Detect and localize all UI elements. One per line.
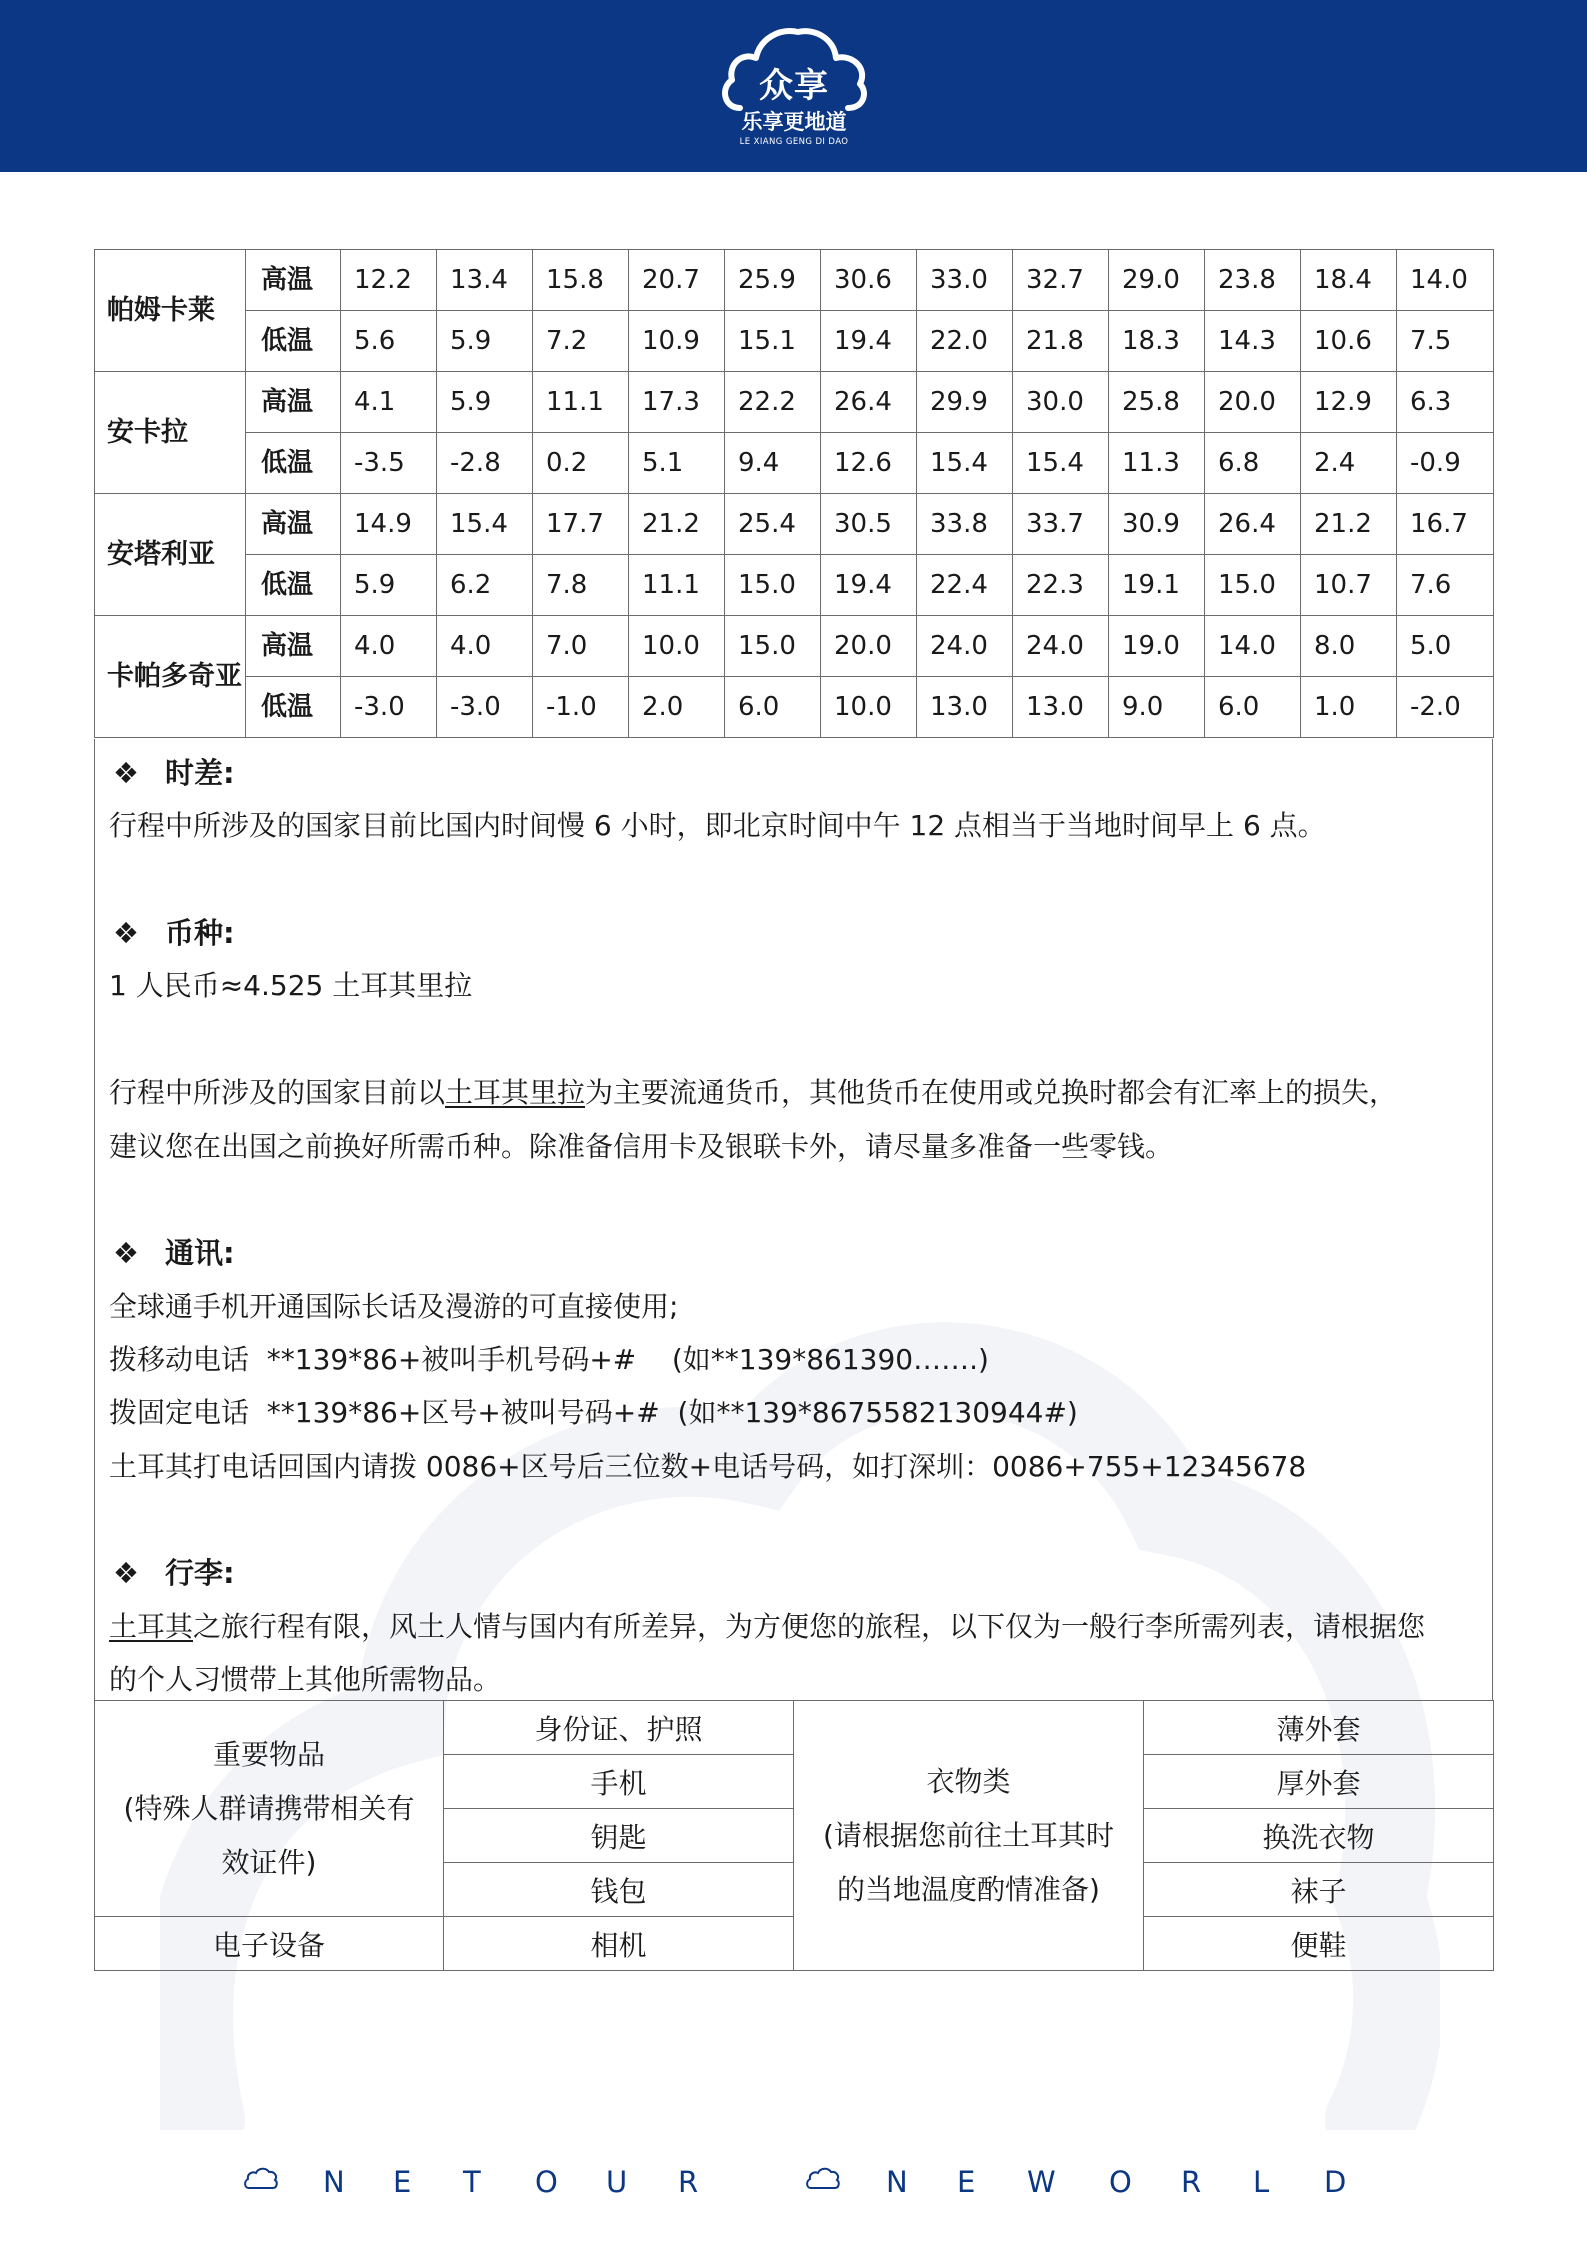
table-row xyxy=(95,1701,1494,1755)
currency-paragraph-line2: 建议您在出国之前换好所需币种。除准备信用卡及银联卡外，请尽量多准备一些零钱。 xyxy=(109,1130,1174,1163)
temperature-cell: 14.3 xyxy=(1205,311,1301,372)
temperature-cell: 30.0 xyxy=(1013,372,1109,433)
temperature-cell: 10.0 xyxy=(821,677,917,738)
temperature-cell: 5.1 xyxy=(629,433,725,494)
city-name: 安塔利亚 xyxy=(95,494,246,616)
communication-line3: 拨固定电话 **139*86+区号+被叫号码+# (如**139*8675582130944#) xyxy=(109,1396,1078,1429)
temperature-cell: 6.8 xyxy=(1205,433,1301,494)
temperature-cell: 15.4 xyxy=(1013,433,1109,494)
bullet-icon: ❖ xyxy=(113,1556,139,1590)
temperature-cell: 22.2 xyxy=(725,372,821,433)
temperature-cell: 15.8 xyxy=(533,250,629,311)
footer-letter: T xyxy=(463,2165,481,2199)
high-temp-label: 高温 xyxy=(246,494,341,555)
time-difference-heading: ❖ 时差: xyxy=(113,753,235,793)
footer-letter: N xyxy=(886,2165,908,2199)
important-item: 钥匙 xyxy=(444,1809,794,1863)
temperature-cell: 10.7 xyxy=(1301,555,1397,616)
bullet-icon: ❖ xyxy=(113,1236,139,1270)
logo-pinyin: LE XIANG GENG DI DAO xyxy=(739,137,849,147)
temperature-cell: 22.3 xyxy=(1013,555,1109,616)
temperature-cell: 13.0 xyxy=(917,677,1013,738)
footer-letter: R xyxy=(678,2165,699,2199)
communication-line2: 拨移动电话 **139*86+被叫手机号码+# (如**139*861390…….) xyxy=(109,1343,989,1376)
table-row xyxy=(95,616,1494,677)
luggage-line1: 土耳其之旅行程有限，风土人情与国内有所差异，为方便您的旅程，以下仅为一般行李所需列表，请根据您 xyxy=(109,1610,1426,1643)
temperature-cell: 15.4 xyxy=(917,433,1013,494)
time-difference-text: 行程中所涉及的国家目前比国内时间慢 6 小时，即北京时间中午 12 点相当于当地时间早上 6 点。 xyxy=(109,809,1326,842)
clothing-item: 厚外套 xyxy=(1144,1755,1494,1809)
temperature-cell: 5.9 xyxy=(437,372,533,433)
temperature-cell: 22.4 xyxy=(917,555,1013,616)
temperature-cell: 14.0 xyxy=(1397,250,1494,311)
temperature-cell: -2.0 xyxy=(1397,677,1494,738)
footer-letter: E xyxy=(957,2165,976,2199)
temperature-cell: 21.8 xyxy=(1013,311,1109,372)
temperature-cell: 9.0 xyxy=(1109,677,1205,738)
table-row xyxy=(95,250,1494,311)
table-row xyxy=(95,677,1494,738)
temperature-cell: 18.4 xyxy=(1301,250,1397,311)
city-name: 帕姆卡莱 xyxy=(95,250,246,372)
table-row xyxy=(95,372,1494,433)
temperature-cell: -3.0 xyxy=(437,677,533,738)
table-row xyxy=(95,311,1494,372)
temperature-cell: 17.7 xyxy=(533,494,629,555)
footer-letter: R xyxy=(1181,2165,1202,2199)
temperature-cell: 13.0 xyxy=(1013,677,1109,738)
currency-heading: ❖ 币种: xyxy=(113,913,235,953)
temperature-cell: 25.8 xyxy=(1109,372,1205,433)
temperature-cell: 17.3 xyxy=(629,372,725,433)
table-row xyxy=(95,494,1494,555)
temperature-cell: 12.6 xyxy=(821,433,917,494)
temperature-cell: 20.0 xyxy=(1205,372,1301,433)
important-item: 身份证、护照 xyxy=(444,1701,794,1755)
temperature-cell: 10.6 xyxy=(1301,311,1397,372)
temperature-cell: 32.7 xyxy=(1013,250,1109,311)
footer-letter: E xyxy=(393,2165,412,2199)
temperature-cell: 29.9 xyxy=(917,372,1013,433)
temperature-cell: -3.5 xyxy=(341,433,437,494)
communication-heading: ❖ 通讯: xyxy=(113,1233,235,1273)
temperature-cell: 18.3 xyxy=(1109,311,1205,372)
city-name: 安卡拉 xyxy=(95,372,246,494)
cloud-icon xyxy=(805,2166,841,2192)
footer-letter: L xyxy=(1253,2165,1270,2199)
header-banner xyxy=(0,0,1587,172)
temperature-cell: 4.0 xyxy=(341,616,437,677)
temperature-cell: 10.0 xyxy=(629,616,725,677)
exchange-rate-text: 1 人民币≈4.525 土耳其里拉 xyxy=(109,969,473,1002)
temperature-cell: 11.1 xyxy=(629,555,725,616)
footer-letter: O xyxy=(1109,2165,1132,2199)
temperature-cell: 21.2 xyxy=(1301,494,1397,555)
clothing-category: 衣物类 (请根据您前往土耳其时 的当地温度酌情准备) xyxy=(794,1701,1144,1971)
temperature-cell: 5.9 xyxy=(341,555,437,616)
temperature-cell: -0.9 xyxy=(1397,433,1494,494)
temperature-cell: -2.8 xyxy=(437,433,533,494)
clothing-item: 薄外套 xyxy=(1144,1701,1494,1755)
cloud-icon xyxy=(243,2166,279,2192)
footer-letter: N xyxy=(323,2165,345,2199)
temperature-cell: 5.0 xyxy=(1397,616,1494,677)
temperature-cell: 13.4 xyxy=(437,250,533,311)
temperature-cell: 19.0 xyxy=(1109,616,1205,677)
temperature-cell: 33.7 xyxy=(1013,494,1109,555)
temperature-cell: 14.0 xyxy=(1205,616,1301,677)
temperature-cell: 9.4 xyxy=(725,433,821,494)
communication-line1: 全球通手机开通国际长话及漫游的可直接使用; xyxy=(109,1290,679,1323)
temperature-cell: 19.4 xyxy=(821,311,917,372)
bullet-icon: ❖ xyxy=(113,916,139,950)
important-items-category: 重要物品 (特殊人群请携带相关有 效证件) xyxy=(95,1701,444,1917)
temperature-cell: 15.4 xyxy=(437,494,533,555)
important-item: 钱包 xyxy=(444,1863,794,1917)
logo-title: 众享 xyxy=(759,66,829,106)
destination-underlined: 土耳其 xyxy=(109,1610,194,1643)
temperature-cell: 8.0 xyxy=(1301,616,1397,677)
temperature-cell: 12.2 xyxy=(341,250,437,311)
temperature-cell: 7.8 xyxy=(533,555,629,616)
low-temp-label: 低温 xyxy=(246,433,341,494)
temperature-cell: 6.0 xyxy=(1205,677,1301,738)
temperature-cell: 24.0 xyxy=(917,616,1013,677)
clothing-item: 袜子 xyxy=(1144,1863,1494,1917)
important-item: 手机 xyxy=(444,1755,794,1809)
temperature-cell: 30.6 xyxy=(821,250,917,311)
currency-name-underlined: 土耳其里拉 xyxy=(445,1076,586,1109)
temperature-cell: 25.9 xyxy=(725,250,821,311)
high-temp-label: 高温 xyxy=(246,616,341,677)
temperature-cell: 2.0 xyxy=(629,677,725,738)
high-temp-label: 高温 xyxy=(246,372,341,433)
temperature-cell: 14.9 xyxy=(341,494,437,555)
temperature-cell: 10.9 xyxy=(629,311,725,372)
temperature-cell: 33.8 xyxy=(917,494,1013,555)
communication-line4: 土耳其打电话回国内请拨 0086+区号后三位数+电话号码，如打深圳：0086+755+12345678 xyxy=(109,1450,1307,1483)
footer-slogan xyxy=(0,2160,1587,2210)
temperature-cell: 12.9 xyxy=(1301,372,1397,433)
clothing-item: 换洗衣物 xyxy=(1144,1809,1494,1863)
high-temp-label: 高温 xyxy=(246,250,341,311)
footer-letter: O xyxy=(535,2165,558,2199)
temperature-cell: -1.0 xyxy=(533,677,629,738)
temperature-cell: -3.0 xyxy=(341,677,437,738)
temperature-cell: 19.4 xyxy=(821,555,917,616)
low-temp-label: 低温 xyxy=(246,311,341,372)
brand-logo xyxy=(718,24,870,154)
temperature-cell: 15.0 xyxy=(725,555,821,616)
temperature-cell: 1.0 xyxy=(1301,677,1397,738)
temperature-cell: 20.0 xyxy=(821,616,917,677)
city-name: 卡帕多奇亚 xyxy=(95,616,246,738)
luggage-line2: 的个人习惯带上其他所需物品。 xyxy=(109,1663,502,1696)
temperature-cell: 2.4 xyxy=(1301,433,1397,494)
temperature-cell: 5.9 xyxy=(437,311,533,372)
temperature-cell: 30.5 xyxy=(821,494,917,555)
temperature-cell: 15.1 xyxy=(725,311,821,372)
temperature-cell: 19.1 xyxy=(1109,555,1205,616)
temperature-cell: 7.5 xyxy=(1397,311,1494,372)
temperature-cell: 11.3 xyxy=(1109,433,1205,494)
temperature-cell: 25.4 xyxy=(725,494,821,555)
temperature-cell: 26.4 xyxy=(821,372,917,433)
table-row xyxy=(95,555,1494,616)
table-row xyxy=(95,433,1494,494)
logo-slogan: 乐享更地道 xyxy=(741,110,847,134)
temperature-cell: 0.2 xyxy=(533,433,629,494)
temperature-cell: 24.0 xyxy=(1013,616,1109,677)
temperature-cell: 30.9 xyxy=(1109,494,1205,555)
footer-letter: U xyxy=(606,2165,628,2199)
temperature-cell: 6.3 xyxy=(1397,372,1494,433)
temperature-cell: 33.0 xyxy=(917,250,1013,311)
temperature-cell: 15.0 xyxy=(725,616,821,677)
temperature-cell: 4.0 xyxy=(437,616,533,677)
electronics-item: 相机 xyxy=(444,1917,794,1971)
clothing-item: 便鞋 xyxy=(1144,1917,1494,1971)
temperature-cell: 11.1 xyxy=(533,372,629,433)
travel-info-panel xyxy=(94,739,1493,1700)
climate-table xyxy=(94,249,1494,738)
electronics-category: 电子设备 xyxy=(95,1917,444,1971)
temperature-cell: 7.6 xyxy=(1397,555,1494,616)
temperature-cell: 26.4 xyxy=(1205,494,1301,555)
packing-list-table xyxy=(94,1700,1494,1971)
footer-letter: D xyxy=(1324,2165,1347,2199)
temperature-cell: 7.2 xyxy=(533,311,629,372)
currency-paragraph-line1: 行程中所涉及的国家目前以土耳其里拉为主要流通货币，其他货币在使用或兑换时都会有汇率上的损失， xyxy=(109,1076,1398,1109)
bullet-icon: ❖ xyxy=(113,756,139,790)
temperature-cell: 6.2 xyxy=(437,555,533,616)
temperature-cell: 5.6 xyxy=(341,311,437,372)
temperature-cell: 22.0 xyxy=(917,311,1013,372)
temperature-cell: 20.7 xyxy=(629,250,725,311)
temperature-cell: 21.2 xyxy=(629,494,725,555)
temperature-cell: 29.0 xyxy=(1109,250,1205,311)
luggage-heading: ❖ 行李: xyxy=(113,1553,235,1593)
temperature-cell: 23.8 xyxy=(1205,250,1301,311)
temperature-cell: 15.0 xyxy=(1205,555,1301,616)
temperature-cell: 6.0 xyxy=(725,677,821,738)
low-temp-label: 低温 xyxy=(246,555,341,616)
temperature-cell: 4.1 xyxy=(341,372,437,433)
temperature-cell: 7.0 xyxy=(533,616,629,677)
footer-letter: W xyxy=(1027,2165,1056,2199)
temperature-cell: 16.7 xyxy=(1397,494,1494,555)
low-temp-label: 低温 xyxy=(246,677,341,738)
